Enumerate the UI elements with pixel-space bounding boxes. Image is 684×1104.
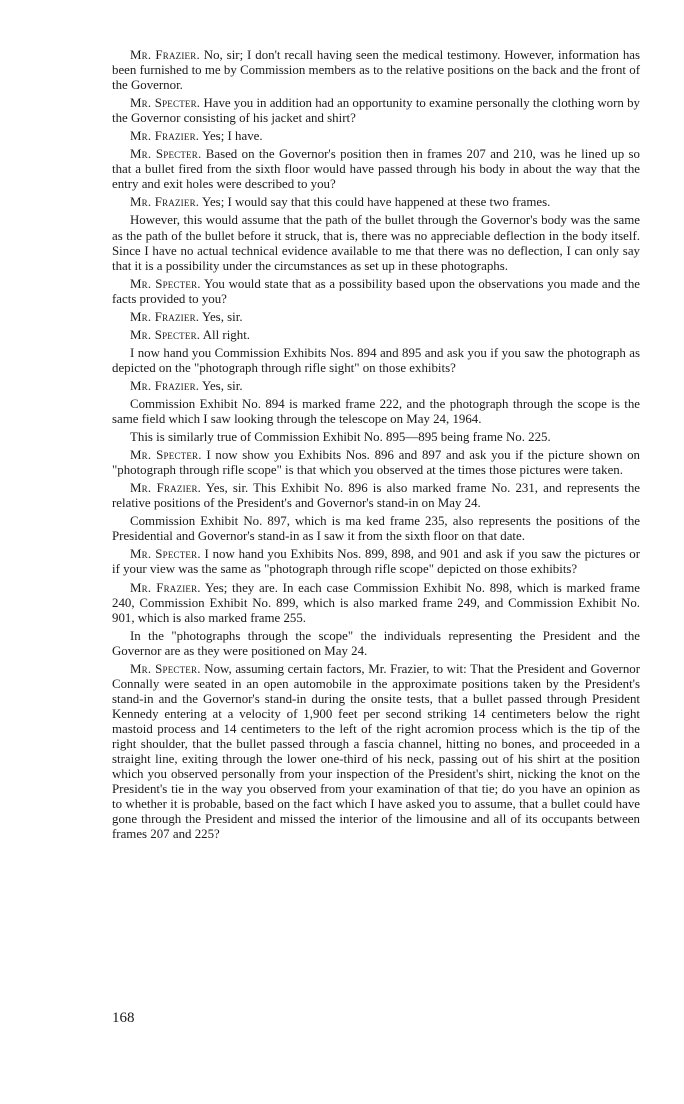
- paragraph: [112, 213, 640, 273]
- paragraph-text: No, sir; I don't recall having seen the medical testimony. However, information has been furnished to me by Commission members as to the relative positions on the back and the front of the Governor.: [112, 48, 640, 93]
- paragraph-text: I now hand you Commission Exhibits Nos. 894 and 895 and ask you if you saw the photograph as depicted on the "photograph through rifle sight" on those exhibits?: [112, 345, 640, 375]
- paragraph: [112, 547, 640, 577]
- paragraph-text: In the "photographs through the scope" the individuals representing the President and the Governor are as they were positioned on May 24.: [112, 628, 640, 658]
- document-body: [112, 48, 640, 845]
- speaker-name: Mr. Frazier.: [130, 481, 202, 496]
- paragraph-text: Now, assuming certain factors, Mr. Frazier, to wit: That the President and Governor Connally were seated in an open automobile in the approximate positions taken by the President's stand-in and the Governor's stand-in during the onsite tests, that a bullet passed through President Kennedy entering at a velocity of 1,900 feet per second striking 14 centimeters below the right mastoid process and 14 centimeters to the left of the right acromion process which is the tip of the right shoulder, that the bullet passed through a fascia channel, hitting no bones, and proceeded in a straight line, exiting through the lower one-third of his neck, passing out of his shirt at the position which you observed personally from your inspection of the President's shirt, nicking the knot on the President's tie in the way you observed from your examination of that tie; do you have an opinion as to whether it is probable, based on the fact which I have asked you to assume, that a bullet could have gone through the President and missed the interior of the limousine and all of its occupants between frames 207 and 225?: [112, 661, 640, 842]
- paragraph: [112, 379, 640, 394]
- paragraph: [112, 96, 640, 126]
- paragraph-text: Commission Exhibit No. 894 is marked frame 222, and the photograph through the scope is the same field which I saw looking through the telescope on May 24, 1964.: [112, 396, 640, 427]
- paragraph-text: Have you in addition had an opportunity to examine personally the clothing worn by the Governor consisting of his jacket and shirt?: [112, 96, 640, 126]
- speaker-name: Mr. Frazier.: [130, 195, 200, 210]
- speaker-name: Mr. Frazier.: [130, 378, 200, 393]
- speaker-name: Mr. Specter.: [130, 327, 201, 342]
- paragraph: [112, 514, 640, 544]
- speaker-name: Mr. Specter.: [130, 547, 201, 562]
- paragraph-text: Based on the Governor's position then in frames 207 and 210, was he lined up so that a bullet fired from the sixth floor would have passed through his body in about the way that the entry and exit holes were described to you?: [112, 147, 640, 192]
- paragraph-text: This is similarly true of Commission Exhibit No. 895—895 being frame No. 225.: [130, 430, 551, 445]
- paragraph-text: However, this would assume that the path of the bullet through the Governor's body was the same as the path of the bullet before it struck, that is, there was no appreciable deflection in the body itself. Since I have no actual technical evidence available to me that there was no deflection, I can only say that it is a possibility under the circumstances as set up in these photographs.: [112, 213, 640, 273]
- paragraph: [112, 430, 640, 445]
- paragraph-text: Yes; they are. In each case Commission Exhibit No. 898, which is marked frame 240, Commission Exhibit No. 899, which is also marked frame 249, and Commission Exhibit No. 901, which is also marked frame 255.: [112, 580, 641, 625]
- paragraph-text: Yes, sir.: [199, 309, 243, 324]
- paragraph-text: Yes; I would say that this could have happened at these two frames.: [199, 195, 551, 210]
- speaker-name: Mr. Specter.: [130, 147, 202, 162]
- page-number: 168: [112, 1010, 135, 1026]
- paragraph: [112, 448, 640, 478]
- paragraph-text: I now hand you Exhibits Nos. 899, 898, and 901 and ask if you saw the pictures or if your view was the same as "photograph through rifle scope" depicted on those exhibits?: [112, 547, 640, 577]
- paragraph: [112, 397, 640, 427]
- speaker-name: Mr. Specter.: [130, 96, 201, 111]
- paragraph-text: Yes, sir.: [199, 378, 243, 393]
- paragraph: [112, 129, 640, 144]
- paragraph-text: Yes, sir. This Exhibit No. 896 is also marked frame No. 231, and represents the relative positions of the President's and Governor's stand-in on May 24.: [112, 481, 641, 511]
- paragraph-text: You would state that as a possibility based upon the observations you made and the facts provided to you?: [112, 276, 640, 306]
- paragraph: [112, 48, 640, 93]
- speaker-name: Mr. Specter.: [130, 276, 201, 291]
- speaker-name: Mr. Frazier.: [130, 48, 200, 62]
- speaker-name: Mr. Frazier.: [130, 580, 201, 595]
- paragraph: [112, 346, 640, 376]
- speaker-name: Mr. Frazier.: [130, 129, 200, 144]
- speaker-name: Mr. Specter.: [130, 661, 201, 676]
- paragraph: [112, 662, 640, 843]
- paragraph: [112, 147, 640, 192]
- paragraph: [112, 629, 640, 659]
- paragraph: [112, 195, 640, 210]
- paragraph: [112, 581, 640, 626]
- paragraph: [112, 481, 640, 511]
- speaker-name: Mr. Frazier.: [130, 309, 200, 324]
- paragraph-text: Yes; I have.: [199, 129, 263, 144]
- paragraph: [112, 277, 640, 307]
- speaker-name: Mr. Specter.: [130, 448, 202, 463]
- paragraph-text: I now show you Exhibits Nos. 896 and 897 and ask you if the picture shown on "photograph through rifle scope" is that which you observed at the times those pictures were taken.: [112, 448, 640, 478]
- paragraph: [112, 310, 640, 325]
- paragraph-text: Commission Exhibit No. 897, which is ma ked frame 235, also represents the positions of the Presidential and Governor's stand-in as I saw it from the sixth floor on that date.: [112, 514, 640, 544]
- paragraph-text: All right.: [200, 327, 250, 342]
- paragraph: [112, 328, 640, 343]
